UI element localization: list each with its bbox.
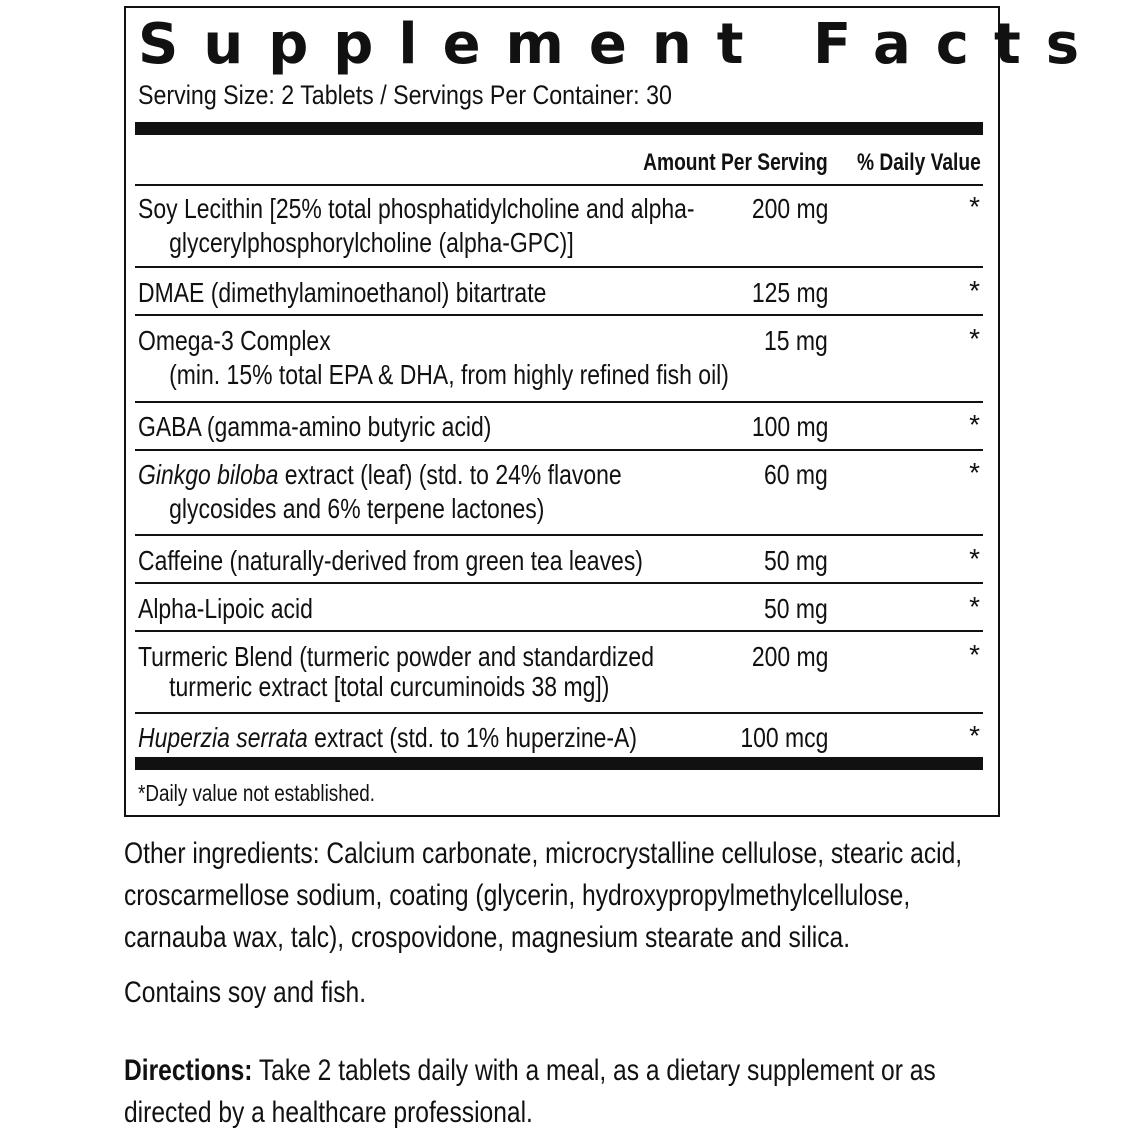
daily-value: * xyxy=(969,457,980,488)
ingredient-amount: 125 mg xyxy=(751,277,828,308)
amount-header: Amount Per Serving xyxy=(643,149,828,176)
row-divider xyxy=(135,266,983,268)
daily-value: * xyxy=(969,191,980,222)
row-divider xyxy=(135,401,983,403)
daily-value: * xyxy=(969,591,980,622)
ingredient-name: GABA (gamma-amino butyric acid) xyxy=(138,411,492,442)
row-divider xyxy=(135,449,983,451)
ingredient-amount: 200 mg xyxy=(751,641,828,672)
ingredient-name: Caffeine (naturally-derived from green tea leaves) xyxy=(138,545,643,576)
daily-value: * xyxy=(969,323,980,354)
ingredient-amount: 100 mg xyxy=(751,411,828,442)
ingredient-name: Turmeric Blend (turmeric powder and standardized turmeric extract [total curcuminoids 38 mg]) xyxy=(138,641,654,702)
row-divider xyxy=(135,582,983,584)
ingredient-name: Huperzia serrata extract (std. to 1% huperzine-A) xyxy=(138,722,637,753)
panel-title: Supplement Facts xyxy=(138,12,1105,77)
daily-value: * xyxy=(969,543,980,574)
ingredient-amount: 60 mg xyxy=(764,459,828,490)
ingredient-name: Omega-3 Complex (min. 15% total EPA & DHA, from highly refined fish oil) xyxy=(138,325,729,390)
bottom-thick-rule xyxy=(135,757,983,770)
row-divider xyxy=(135,534,983,536)
ingredient-name: Soy Lecithin [25% total phosphatidylcholine and alpha- glycerylphosphorylcholine (alpha-GPC)] xyxy=(138,193,695,258)
row-divider xyxy=(135,712,983,714)
daily-value: * xyxy=(969,639,980,670)
top-thick-rule xyxy=(135,122,983,135)
serving-info: Serving Size: 2 Tablets / Servings Per Container: 30 xyxy=(138,80,672,110)
allergen-statement: Contains soy and fish. xyxy=(124,976,367,1009)
column-header-row xyxy=(135,138,983,184)
ingredient-name: Ginkgo biloba extract (leaf) (std. to 24% flavone glycosides and 6% terpene lactones) xyxy=(138,459,622,524)
row-divider xyxy=(135,630,983,632)
other-ingredients: Other ingredients: Calcium carbonate, microcrystalline cellulose, stearic acid, croscarmellose sodium, coating (glycerin, hydroxypropylmethylcellulose, carnauba wax, talc), crospovidone, magnesium stearate and silica. xyxy=(124,837,963,954)
supplement-facts-panel xyxy=(124,6,1105,817)
ingredient-name: Alpha-Lipoic acid xyxy=(138,593,313,624)
directions-label: Directions: xyxy=(124,1054,253,1087)
ingredient-amount: 50 mg xyxy=(764,545,828,576)
row-divider xyxy=(135,314,983,316)
daily-value: * xyxy=(969,720,980,751)
daily-value-header: % Daily Value xyxy=(857,149,981,176)
ingredient-amount: 50 mg xyxy=(764,593,828,624)
daily-value: * xyxy=(969,409,980,440)
daily-value-footnote: *Daily value not established. xyxy=(138,780,375,806)
ingredient-name: DMAE (dimethylaminoethanol) bitartrate xyxy=(138,277,547,308)
daily-value: * xyxy=(969,275,980,306)
ingredient-amount: 15 mg xyxy=(764,325,828,356)
ingredient-amount: 200 mg xyxy=(751,193,828,224)
directions: Directions: Take 2 tablets daily with a meal, as a dietary supplement or as directed by a healthcare professional. xyxy=(124,1054,936,1129)
ingredient-amount: 100 mcg xyxy=(739,722,828,753)
header-rule xyxy=(135,184,983,186)
